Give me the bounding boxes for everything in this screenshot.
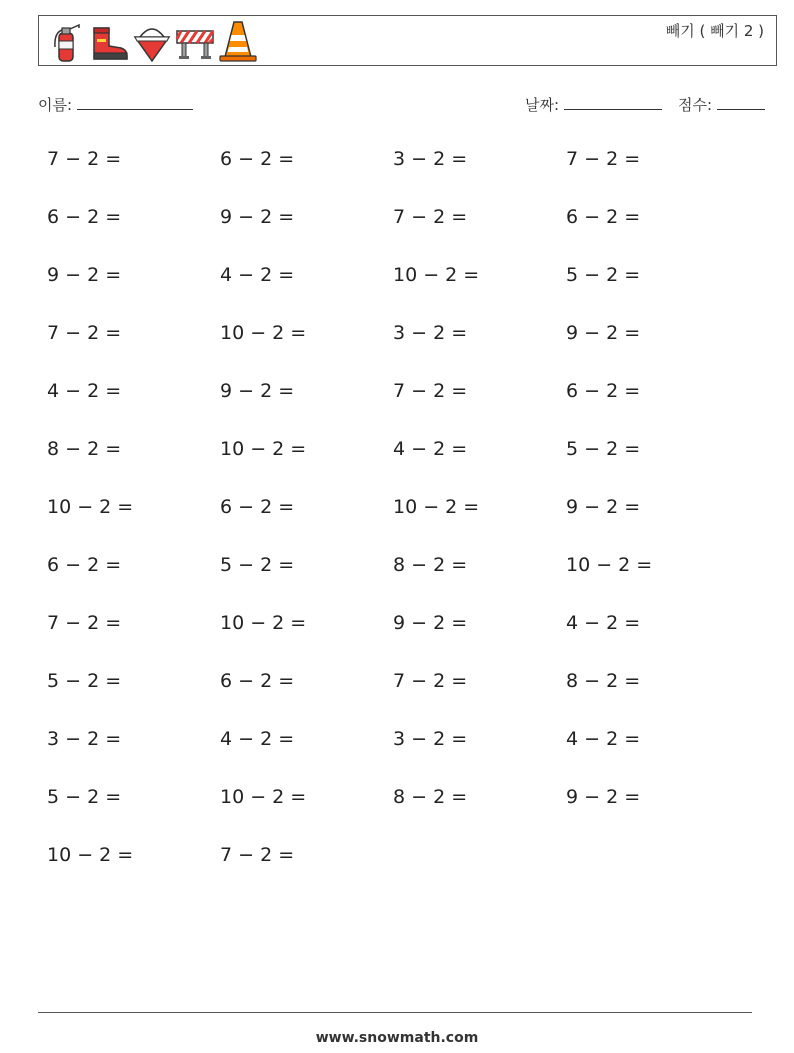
problem-item: 6 − 2 = [566,380,641,402]
problem-item: 3 − 2 = [393,148,468,170]
problem-item: 7 − 2 = [393,206,468,228]
problem-item: 10 − 2 = [393,496,480,518]
problem-item: 6 − 2 = [220,148,295,170]
problem-item: 9 − 2 = [47,264,122,286]
problem-item: 8 − 2 = [566,670,641,692]
problem-item: 6 − 2 = [566,206,641,228]
problem-item: 4 − 2 = [220,264,295,286]
problem-item: 4 − 2 = [566,728,641,750]
score-label: 점수: [678,96,713,114]
problem-item: 7 − 2 = [220,844,295,866]
problem-item: 6 − 2 = [47,554,122,576]
problem-item: 5 − 2 = [47,786,122,808]
problem-item: 5 − 2 = [566,438,641,460]
problem-item: 10 − 2 = [47,844,134,866]
problem-item: 10 − 2 = [566,554,653,576]
problem-item: 7 − 2 = [393,380,468,402]
problem-item: 6 − 2 = [220,496,295,518]
problem-item: 10 − 2 = [220,786,307,808]
problem-item: 8 − 2 = [393,786,468,808]
problem-item: 9 − 2 = [220,206,295,228]
problem-item: 6 − 2 = [47,206,122,228]
problem-item: 5 − 2 = [220,554,295,576]
footer-divider [38,1012,752,1013]
problem-item: 3 − 2 = [47,728,122,750]
problem-item: 7 − 2 = [393,670,468,692]
problem-item: 4 − 2 = [47,380,122,402]
problem-item: 9 − 2 = [393,612,468,634]
worksheet-title: 빼기 ( 빼기 2 ) [665,22,764,40]
problem-item: 9 − 2 = [566,786,641,808]
date-label: 날짜: [525,96,560,114]
problem-item: 3 − 2 = [393,728,468,750]
problem-item: 9 − 2 = [566,322,641,344]
problem-item: 7 − 2 = [566,148,641,170]
problem-item: 5 − 2 = [47,670,122,692]
problem-item: 8 − 2 = [393,554,468,576]
footer-url: www.snowmath.com [315,1030,479,1046]
problem-item: 5 − 2 = [566,264,641,286]
problem-item: 4 − 2 = [220,728,295,750]
problem-item: 4 − 2 = [393,438,468,460]
problem-item: 9 − 2 = [566,496,641,518]
problem-item: 9 − 2 = [220,380,295,402]
problem-item: 7 − 2 = [47,612,122,634]
problem-item: 7 − 2 = [47,322,122,344]
problem-item: 8 − 2 = [47,438,122,460]
problem-item: 6 − 2 = [220,670,295,692]
problem-item: 10 − 2 = [220,438,307,460]
problem-item: 10 − 2 = [220,322,307,344]
problem-item: 4 − 2 = [566,612,641,634]
problem-item: 10 − 2 = [393,264,480,286]
problem-item: 10 − 2 = [220,612,307,634]
problem-item: 10 − 2 = [47,496,134,518]
problem-item: 3 − 2 = [393,322,468,344]
name-label: 이름: [38,96,73,114]
problem-item: 7 − 2 = [47,148,122,170]
